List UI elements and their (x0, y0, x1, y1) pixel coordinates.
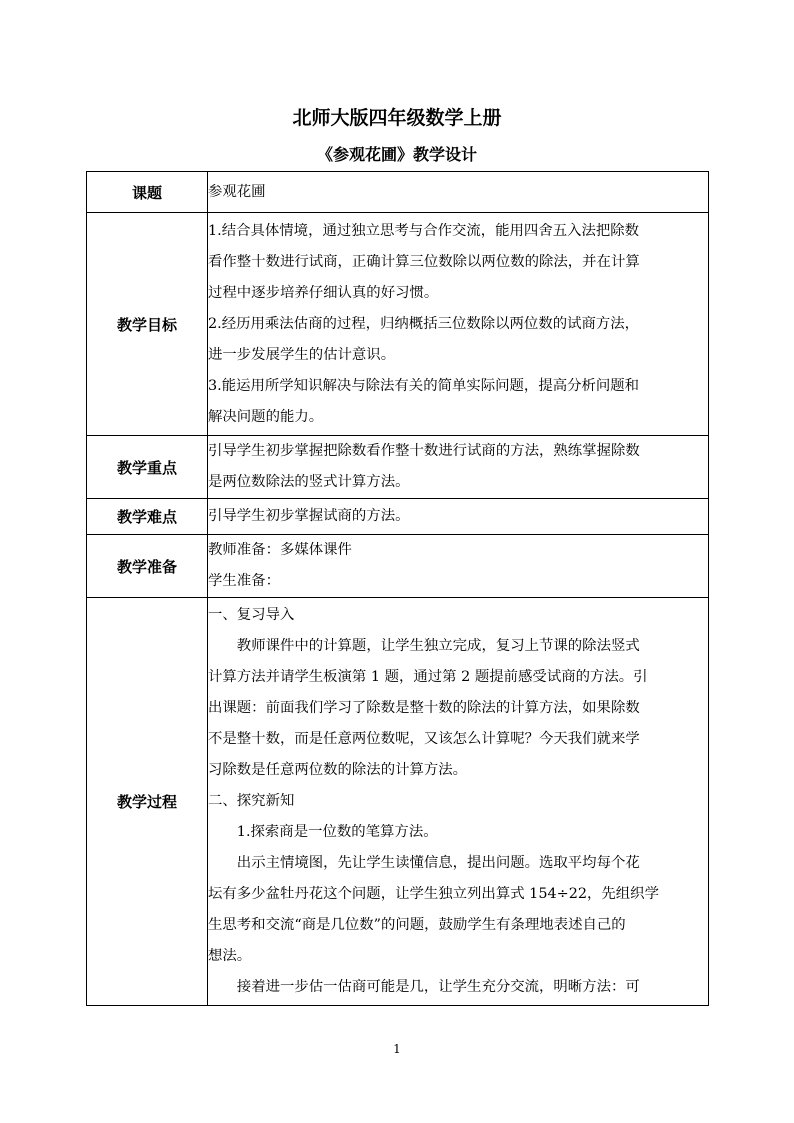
subsection-heading: 1.探索商是一位数的笔算方法。 (236, 824, 438, 840)
difficulty-text: 引导学生初步掌握试商的方法。 (208, 508, 410, 524)
page-number: 1 (393, 1042, 401, 1056)
content-process (208, 598, 709, 1006)
objective-line: 3.能运用所学知识解决与除法有关的简单实际问题，提高分析问题和 (208, 377, 640, 394)
objective-line: 解决问题的能力。 (208, 408, 324, 425)
paragraph-line: 不是整十数，而是任意两位数呢，又该怎么计算呢？今天我们就来学 (208, 731, 640, 747)
content-topic (208, 172, 709, 213)
teacher-preparation: 教师准备：多媒体课件 (208, 542, 352, 558)
label-topic: 课题 (87, 172, 208, 213)
key-point-line: 引导学生初步掌握把除数看作整十数进行试商的方法，熟练掌握除数 (208, 443, 640, 459)
paragraph-line: 教师课件中的计算题，让学生独立完成，复习上节课的除法竖式 (236, 638, 640, 654)
objective-line: 看作整十数进行试商，正确计算三位数除以两位数的除法，并在计算 (208, 253, 640, 270)
table-row-key-points (87, 436, 709, 499)
paragraph-line: 出示主情境图，先让学生读懂信息，提出问题。选取平均每个花 (236, 855, 640, 871)
label-preparation: 教学准备 (87, 535, 208, 598)
paragraph-line: 习除数是任意两位数的除法的计算方法。 (208, 762, 468, 778)
objective-line: 1.结合具体情境，通过独立思考与合作交流，能用四舍五入法把除数 (208, 222, 640, 239)
objective-line: 过程中逐步培养仔细认真的好习惯。 (208, 284, 439, 301)
section-heading: 一、复习导入 (208, 607, 295, 623)
label-key-points: 教学重点 (87, 436, 208, 499)
paragraph-line: 计算方法并请学生板演第 1 题，通过第 2 题提前感受试商的方法。引 (208, 669, 648, 685)
topic-text: 参观花圃 (208, 184, 266, 200)
content-objectives (208, 213, 709, 436)
section-heading: 二、探究新知 (208, 793, 295, 809)
objective-line: 进一步发展学生的估计意识。 (208, 346, 396, 363)
table-row-objectives (87, 213, 709, 436)
label-process: 教学过程 (87, 598, 208, 1006)
objective-line: 2.经历用乘法估商的过程，归纳概括三位数除以两位数的试商方法， (208, 315, 640, 332)
page-subtitle: 《参观花圃》教学设计 (316, 145, 477, 164)
paragraph-line: 出课题：前面我们学习了除数是整十数的除法的计算方法，如果除数 (208, 700, 640, 716)
label-objectives: 教学目标 (87, 213, 208, 436)
paragraph-line: 生思考和交流“商是几位数”的问题，鼓励学生有条理地表述自己的 (208, 917, 626, 933)
content-key-points (208, 436, 709, 499)
page-title: 北师大版四年级数学上册 (292, 107, 502, 129)
label-difficulties: 教学难点 (87, 499, 208, 535)
table-row-difficulties (87, 499, 709, 535)
table-row-preparation (87, 535, 709, 598)
paragraph-line: 想法。 (208, 948, 252, 964)
paragraph-line: 接着进一步估一估商可能是几，让学生充分交流，明晰方法：可 (236, 979, 640, 995)
table-row-process (87, 598, 709, 1006)
table-row-topic (87, 172, 709, 213)
lesson-plan-table (86, 171, 709, 1006)
content-preparation (208, 535, 709, 598)
paragraph-line: 坛有多少盆牡丹花这个问题，让学生独立列出算式 154÷22，先组织学 (208, 886, 659, 902)
key-point-line: 是两位数除法的竖式计算方法。 (208, 474, 410, 490)
content-difficulties (208, 499, 709, 535)
student-preparation: 学生准备： (208, 573, 280, 589)
